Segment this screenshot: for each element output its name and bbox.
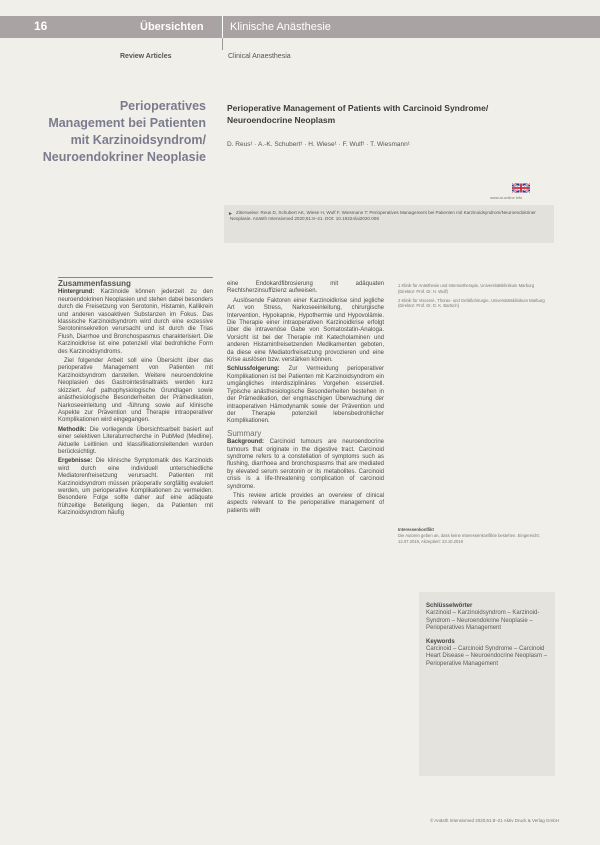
hintergrund-label: Hintergrund:: [58, 289, 95, 296]
background-paragraph-2: Ziel folgender Arbeit soll eine Übersicht über das perioperative Management von Patienten mit Karzinoidsyndrom darstellen. Weitere neuroendokrine Neoplasien des Gastrointestinaltrakts werden kurz skizziert. Auf pathophysiologische Grundlagen sowie anästhesiologische Besonderheiten der Prämedikation, Narkoseeinleitung und -führung sowie auf klinische Aspekte zur Prävention und Therapie intraoperativer Komplikationen wird eingegangen.: [58, 358, 213, 424]
methodik-label: Methodik:: [58, 426, 87, 433]
section-label-left: Übersichten: [140, 21, 204, 33]
page-footer: © Anästh Intensivmed 2020;61:8–21 Aktiv Druck & Verlag GmbH: [430, 818, 559, 823]
schluss-text: Zur Vermeidung perioperativer Komplikationen ist bei Patienten mit Karzinoidsyndrom ein umgängliches interdisziplinäres Vorgehen essenziell. Typische anästhesiologische Besonderheiten bestehen in der Prämedikation, der engmaschigen Überwachung der intraoperativen Hämodynamik sowie der Prävention und der Therapie potenziell lebensbedrohlicher Komplikationen.: [227, 366, 384, 425]
background-paragraph: [58, 289, 213, 356]
vertical-rule: [222, 38, 223, 50]
abstract-column-left: [58, 280, 213, 518]
article-type-de: Review Articles: [120, 53, 172, 60]
arrow-right-icon: ►: [228, 211, 233, 217]
section-rule: [58, 277, 213, 278]
affiliation-item: 1 Klinik für Anästhesie und Intensivtherapie, Universitätsklinikum Marburg (Direktor: Prof. Dr. H. Wulf): [398, 283, 535, 294]
conflict-of-interest: [398, 527, 548, 545]
conclusion-paragraph: [227, 366, 384, 425]
header-divider: [222, 16, 223, 38]
keywords-content: [426, 603, 550, 668]
affiliation-item: 2 Klinik für Visceral-, Thorax- und Gefäßchirurgie, Universitätsklinikum Marburg (Direktor: Prof. Dr. D. K. Bartsch): [398, 297, 545, 309]
methods-paragraph: [58, 427, 213, 457]
section-label-right: Klinische Anästhesie: [230, 21, 331, 33]
methodik-text: Die vorliegende Übersichtsarbeit basiert auf einer selektiven Literaturrecherche in PubMed (Medline). Aktuelle Leitlinien und klassifikationsleitenden wurden berücksichtigt.: [58, 426, 213, 455]
background-label: Background:: [227, 439, 265, 446]
citation-body: Zitierweise: Reus D, Schubert AK, Wiese H, Wulf F, Wiesmann T: Perioperatives Management bei Patienten mit Karzinoidsyndrom/Neuroendokriner Neoplasie. Anästh Intensivmed 2020;61:8–21. DOI: 10.19224/ai2020.008: [230, 210, 536, 222]
article-type-en: Clinical Anaesthesia: [228, 53, 291, 60]
citation-text: [230, 210, 550, 223]
title-english: Perioperative Management of Patients with Carcinoid Syndrome/ Neuroendocrine Neoplasm: [227, 103, 489, 125]
summary-heading: Summary: [227, 428, 262, 438]
author-list: D. Reus¹ · A.-K. Schubert¹ · H. Wiese¹ · F. Wulf¹ · T. Wiesmann¹: [227, 141, 410, 148]
keywords-en-heading: Keywords: [426, 638, 455, 645]
schluss-label: Schlussfolgerung:: [227, 366, 280, 373]
hintergrund-text: Karzinoide können jederzeit zu den neuroendokrinen Neoplasien und stehen dabei besonders durch die Freisetzung von Serotonin, Histamin, Kallikrein und anderen vasoaktiven Substanzen im Fokus. Das klassische Karzinoidsyndrom wird durch eine exzessive Serotoninsekretion verursacht und ist durch die Trias Flush, Diarrhoe und Bronchospasmus charakterisiert. Die Karzinoidkrise ist eine potenziell vital bedrohliche Form des Karzinoidsyndroms.: [58, 289, 213, 355]
abstract-column-middle: [227, 281, 384, 515]
keywords-de-text: Karzinoid – Karzinoidsyndrom – Karzinoid-Syndrom – Neuroendokrine Neoplasie – Perioperatives Management: [426, 610, 540, 632]
title-german: Perioperatives Management bei Patienten mit Karzinoidsyndrom/ Neuroendokriner Neoplasie: [42, 99, 206, 164]
keywords-de-heading: Schlüsselwörter: [426, 603, 473, 609]
results-paragraph: [58, 458, 213, 517]
conflict-heading: Interessenkonflikt: [398, 527, 434, 532]
page-number: 16: [34, 19, 48, 33]
ergebnisse-text: Die klinische Symptomatik des Karzinoids wird durch eine individuell unterschiedliche Mediatorenfreisetzung verursacht. Patienten mit Karzinoidsyndrom müssen präoperativ sorgfältig evaluiert werden, um perioperative Komplikationen zu vermeiden. Besondere Folge sollte daher auf eine adäquate frühzeitige Beteiligung liegen, da Patienten mit Karzinoidsyndrom häufig: [58, 458, 214, 517]
ergebnisse-label: Ergebnisse:: [58, 458, 93, 465]
background-text: Carcinoid tumours are neuroendocrine tumours that originate in the digestive tract. Carcinoid syndrome refers to a constellation of symptoms such as flushing, diarrhoea and bronchospasms that are mediated by elevated serum serotonin or its metabolites. Carcinoid crisis is a life-threatening complication of carcinoid syndrome.: [227, 439, 385, 490]
flag-caption: www.ai-online.info: [490, 195, 523, 200]
conflict-text: Die Autoren geben an, dass keine Interessenkonflikte bestehen. Eingereicht: 12.07.2019, Akzeptiert: 23.10.2019: [398, 533, 540, 544]
middle-paragraph-2: Auslösende Faktoren einer Karzinoidkrise sind jegliche Art von Stress, Narkoseeinleitung, chirurgische Intervention, Hypokapnie, Hypothermie und Hypovolämie. Die Therapie einer intraoperativen Karzinoidkrise erfolgt über die intravenöse Gabe von Somatostatin-Analoga. Vorsicht ist bei der Therapie mit Katecholaminen und anderen Histaminfreisetzenden Medikamenten geboten, da diese eine Mediatorfreisetzung provozieren und eine Krise auslösen bzw. verstärken können.: [227, 297, 384, 364]
abstract-heading: Zusammenfassung: [58, 279, 131, 288]
summary-background-paragraph-2: This review article provides an overview of clinical aspects relevant to the perioperative management of patients with: [227, 492, 384, 514]
uk-flag-icon: [512, 183, 530, 193]
middle-paragraph-1: eine Endokardfibrosierung mit adäquaten Rechtsherzinsuffizienz aufweisen.: [227, 281, 384, 295]
summary-background-paragraph: [227, 439, 384, 491]
affiliations: [398, 283, 548, 312]
keywords-en-text: Carcinoid – Carcinoid Syndrome – Carcinoid Heart Disease – Neuroendocrine Neoplasm – Perioperative Management: [426, 646, 548, 667]
